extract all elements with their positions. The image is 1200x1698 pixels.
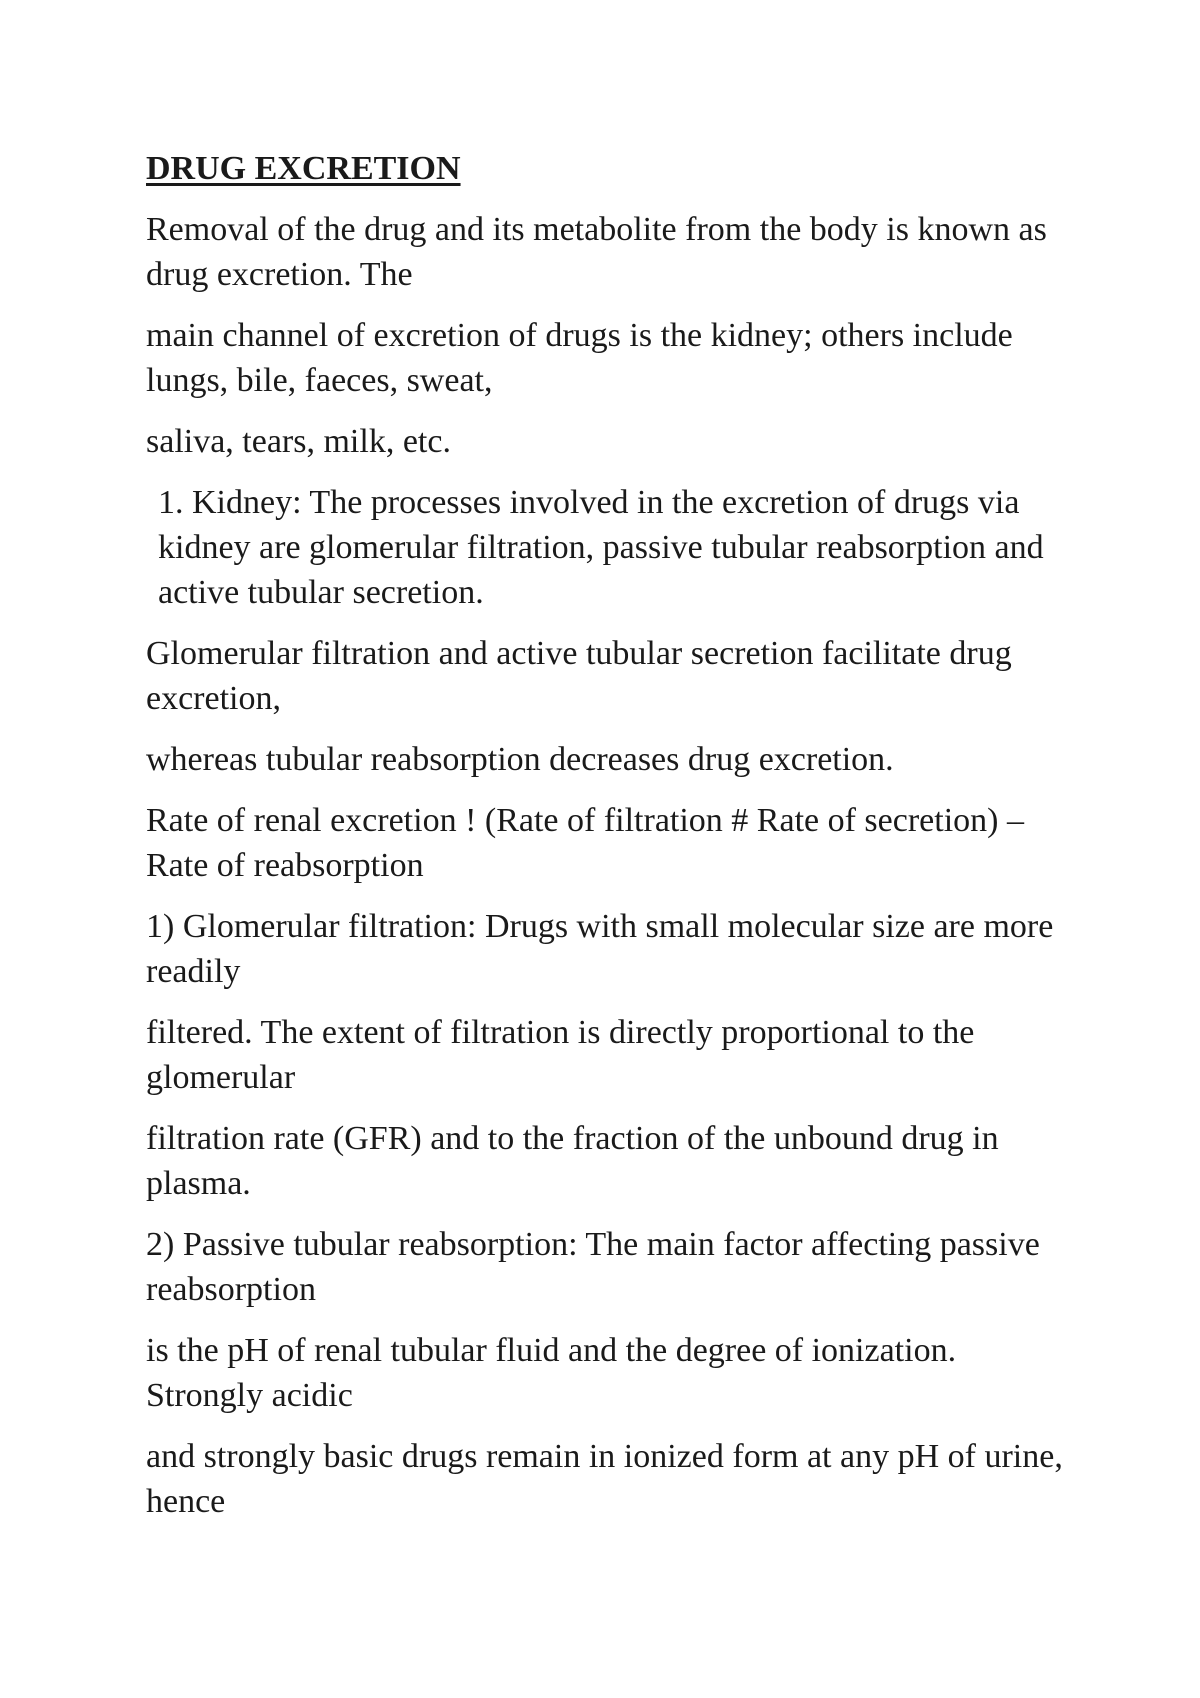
paragraph-removal: Removal of the drug and its metabolite from the body is known as drug excretion. The — [146, 211, 1047, 293]
paragraph-glomerular-facilitate: Glomerular filtration and active tubular secretion facilitate drug excretion, — [146, 635, 1012, 717]
paragraph-main-channel: main channel of excretion of drugs is the kidney; others include lungs, bile, faeces, sweat, — [146, 317, 1013, 399]
paragraph-passive-reabsorption: 2) Passive tubular reabsorption: The main factor affecting passive reabsorption — [146, 1226, 1040, 1308]
paragraph-kidney: 1. Kidney: The processes involved in the excretion of drugs via kidney are glomerular filtration, passive tubular reabsorption and active tubular secretion. — [158, 484, 1044, 611]
paragraph-saliva: saliva, tears, milk, etc. — [146, 423, 451, 460]
paragraph-glomerular-filtration: 1) Glomerular filtration: Drugs with small molecular size are more readily — [146, 908, 1054, 990]
paragraph-gfr: filtration rate (GFR) and to the fraction of the unbound drug in plasma. — [146, 1120, 999, 1202]
paragraph-ph: is the pH of renal tubular fluid and the degree of ionization. Strongly acidic — [146, 1332, 957, 1414]
document-body — [146, 146, 1076, 1540]
paragraph-filtered: filtered. The extent of filtration is directly proportional to the glomerular — [146, 1014, 975, 1096]
paragraph-rate-formula: Rate of renal excretion ! (Rate of filtration # Rate of secretion) – Rate of reabsorption — [146, 802, 1024, 884]
paragraph-strongly-basic: and strongly basic drugs remain in ionized form at any pH of urine, hence — [146, 1438, 1063, 1520]
document-title: DRUG EXCRETION — [146, 150, 461, 187]
paragraph-reabsorption-decreases: whereas tubular reabsorption decreases drug excretion. — [146, 741, 894, 778]
